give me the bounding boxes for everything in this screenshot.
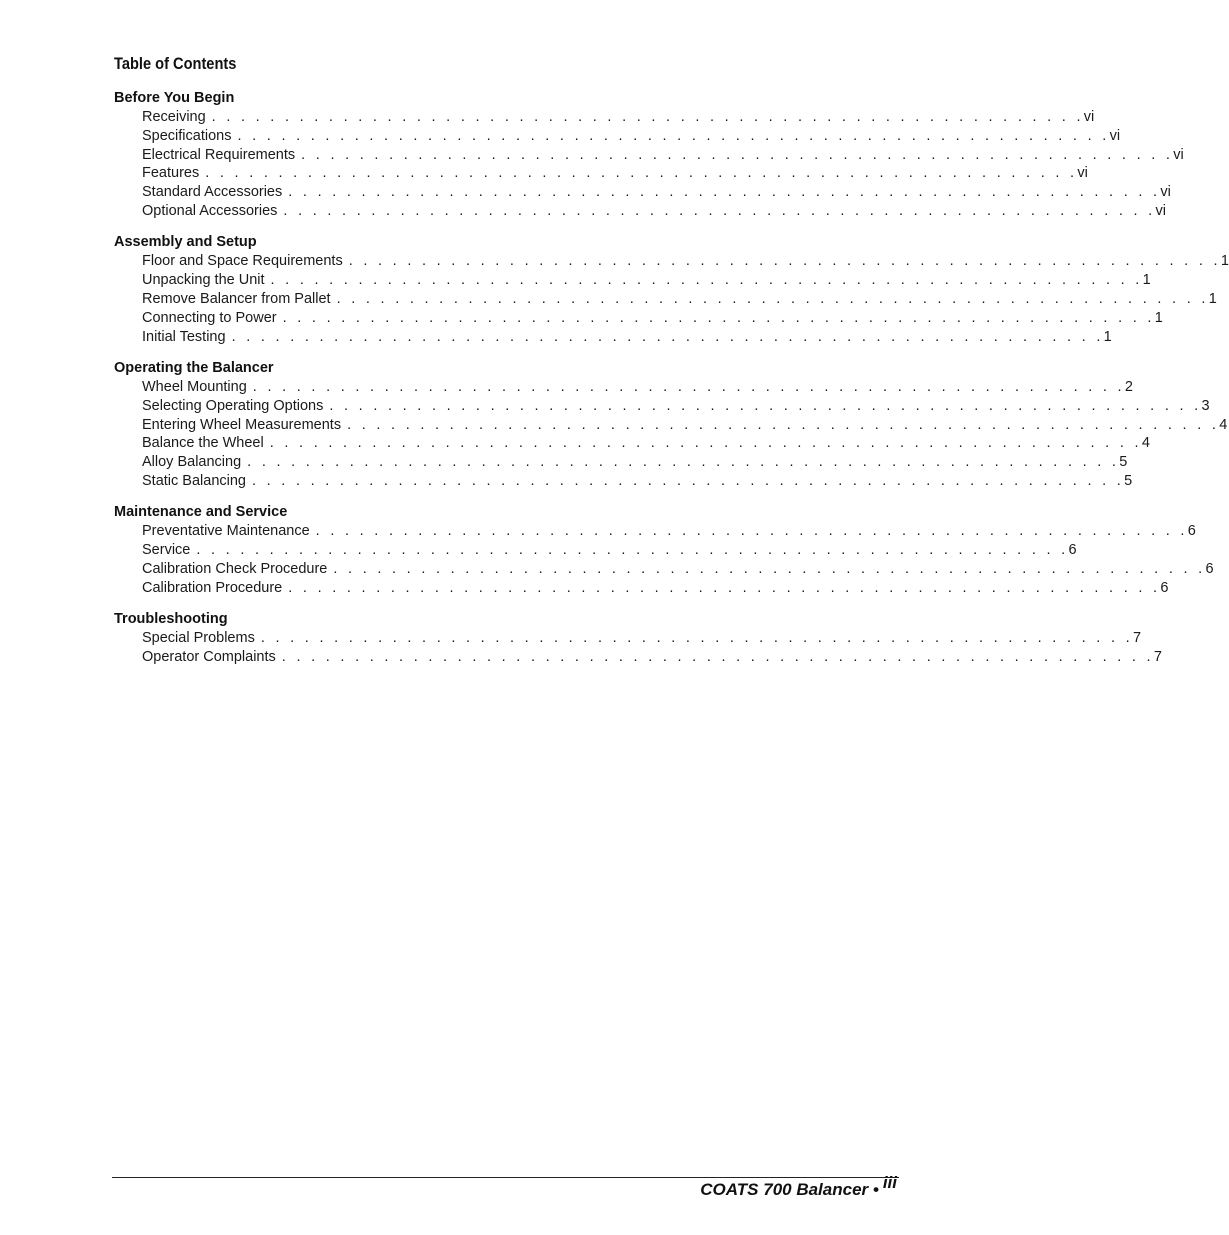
toc-entry-label: Entering Wheel Measurements [142, 416, 342, 433]
toc-entry[interactable] [114, 328, 1112, 347]
section-heading: Troubleshooting [114, 611, 228, 628]
toc-sections [114, 89, 1229, 679]
footer-title: COATS 700 Balancer • [700, 1180, 879, 1199]
toc-entry-page: 7 [1153, 648, 1162, 665]
toc-entry[interactable] [114, 164, 1088, 183]
toc-entry[interactable] [114, 202, 1166, 221]
dot-leader: . . . . . . . . . . . . . . . . . . . . . . . . . . . . . . . . . . . . . . . . . . . . . . . . . . . . . . . . . . . . [288, 579, 1161, 596]
toc-entry-label: Preventative Maintenance [142, 523, 310, 540]
dot-leader: . . . . . . . . . . . . . . . . . . . . . . . . . . . . . . . . . . . . . . . . . . . . . . . . . . . . . . . . . . . . [347, 416, 1220, 433]
toc-entry[interactable] [114, 416, 1228, 435]
toc-entry-page: 1 [1208, 290, 1217, 307]
toc-entry-label: Special Problems [142, 630, 255, 647]
dot-leader: . . . . . . . . . . . . . . . . . . . . . . . . . . . . . . . . . . . . . . . . . . . . . . . . . . . . . . . . . . . . [270, 272, 1143, 289]
toc-section [114, 89, 1184, 221]
page-title: Table of Contents [114, 54, 237, 73]
toc-entry-label: Wheel Mounting [142, 378, 247, 395]
toc-entry-page: vi [1083, 109, 1095, 125]
toc-entry-label: Standard Accessories [142, 184, 283, 201]
dot-leader: . . . . . . . . . . . . . . . . . . . . . . . . . . . . . . . . . . . . . . . . . . . . . . . . . . . . . . . . . . . . [282, 309, 1155, 326]
toc-entry-page: 1 [1103, 328, 1112, 345]
toc-entry[interactable] [114, 579, 1169, 598]
toc-entry-label: Specifications [142, 127, 232, 144]
toc-entry[interactable] [114, 434, 1150, 453]
toc-entry-label: Calibration Procedure [142, 579, 283, 596]
toc-entry[interactable] [114, 648, 1162, 667]
toc-entry-label: Alloy Balancing [142, 454, 242, 471]
dot-leader: . . . . . . . . . . . . . . . . . . . . . . . . . . . . . . . . . . . . . . . . . . . . . . . . . . . . . . . . . . . . [205, 165, 1078, 182]
toc-entry-page: 6 [1205, 560, 1214, 577]
toc-entry-page: 1 [1142, 272, 1151, 289]
toc-entry[interactable] [114, 541, 1077, 560]
toc-entry[interactable] [114, 146, 1184, 165]
toc-entry-label: Remove Balancer from Pallet [142, 290, 331, 307]
dot-leader: . . . . . . . . . . . . . . . . . . . . . . . . . . . . . . . . . . . . . . . . . . . . . . . . . . . . . . . . . . . . [211, 109, 1084, 125]
toc-entry-page: 3 [1201, 397, 1210, 414]
dot-leader: . . . . . . . . . . . . . . . . . . . . . . . . . . . . . . . . . . . . . . . . . . . . . . . . . . . . . . . . . . . . [283, 202, 1156, 219]
toc-entry[interactable] [114, 309, 1163, 328]
footer-divider [112, 1177, 899, 1178]
toc-entry-label: Optional Accessories [142, 202, 278, 219]
toc-entry[interactable] [114, 378, 1133, 397]
toc-entry-page: 2 [1124, 378, 1133, 395]
dot-leader: . . . . . . . . . . . . . . . . . . . . . . . . . . . . . . . . . . . . . . . . . . . . . . . . . . . . . . . . . . . . [315, 523, 1188, 540]
section-heading: Before You Begin [114, 90, 235, 106]
dot-leader: . . . . . . . . . . . . . . . . . . . . . . . . . . . . . . . . . . . . . . . . . . . . . . . . . . . . . . . . . . . . [348, 253, 1221, 270]
toc-entry[interactable] [114, 560, 1214, 579]
dot-leader: . . . . . . . . . . . . . . . . . . . . . . . . . . . . . . . . . . . . . . . . . . . . . . . . . . . . . . . . . . . . [281, 648, 1154, 665]
toc-entry[interactable] [114, 127, 1121, 146]
toc-entry[interactable] [114, 108, 1095, 127]
dot-leader: . . . . . . . . . . . . . . . . . . . . . . . . . . . . . . . . . . . . . . . . . . . . . . . . . . . . . . . . . . . . [329, 397, 1202, 414]
toc-entry-page: vi [1155, 202, 1166, 219]
toc-section [114, 233, 1229, 346]
toc-entry-page: 1 [1154, 309, 1163, 326]
dot-leader: . . . . . . . . . . . . . . . . . . . . . . . . . . . . . . . . . . . . . . . . . . . . . . . . . . . . . . . . . . . . [247, 454, 1120, 471]
toc-entry[interactable] [114, 629, 1142, 648]
toc-entry-label: Initial Testing [142, 328, 226, 345]
toc-section [114, 503, 1214, 597]
section-heading: Maintenance and Service [114, 504, 288, 521]
toc-entry-label: Calibration Check Procedure [142, 560, 328, 577]
section-heading: Assembly and Setup [114, 234, 257, 251]
dot-leader: . . . . . . . . . . . . . . . . . . . . . . . . . . . . . . . . . . . . . . . . . . . . . . . . . . . . . . . . . . . . [333, 560, 1206, 577]
toc-entry-label: Floor and Space Requirements [142, 253, 343, 270]
toc-entry-page: vi [1173, 146, 1184, 163]
toc-entry-page: 7 [1132, 630, 1142, 647]
footer [700, 1173, 897, 1200]
dot-leader: . . . . . . . . . . . . . . . . . . . . . . . . . . . . . . . . . . . . . . . . . . . . . . . . . . . . . . . . . . . . [231, 328, 1104, 345]
toc-entry[interactable] [114, 252, 1229, 271]
toc-entry-label: Service [142, 542, 191, 559]
toc-entry-page: vi [1109, 127, 1121, 144]
dot-leader: . . . . . . . . . . . . . . . . . . . . . . . . . . . . . . . . . . . . . . . . . . . . . . . . . . . . . . . . . . . . [301, 146, 1174, 163]
section-heading: Operating the Balancer [114, 359, 274, 376]
dot-leader: . . . . . . . . . . . . . . . . . . . . . . . . . . . . . . . . . . . . . . . . . . . . . . . . . . . . . . . . . . . . [288, 184, 1161, 201]
toc-entry-label: Balance the Wheel [142, 435, 264, 452]
toc-entry-page: 1 [1220, 253, 1229, 270]
toc-entry[interactable] [114, 271, 1151, 290]
dot-leader: . . . . . . . . . . . . . . . . . . . . . . . . . . . . . . . . . . . . . . . . . . . . . . . . . . . . . . . . . . . . [260, 630, 1133, 647]
dot-leader: . . . . . . . . . . . . . . . . . . . . . . . . . . . . . . . . . . . . . . . . . . . . . . . . . . . . . . . . . . . . [251, 472, 1125, 489]
dot-leader: . . . . . . . . . . . . . . . . . . . . . . . . . . . . . . . . . . . . . . . . . . . . . . . . . . . . . . . . . . . . [237, 127, 1110, 144]
toc-entry-label: Operator Complaints [142, 648, 276, 665]
toc-entry-page: 6 [1187, 523, 1196, 540]
toc-entry[interactable] [114, 290, 1217, 309]
toc-entry-page: vi [1160, 184, 1171, 201]
toc-entry[interactable] [114, 397, 1210, 416]
toc-entry-label: Static Balancing [142, 472, 246, 489]
toc-entry-page: 6 [1068, 542, 1077, 559]
toc-entry-page: 5 [1119, 454, 1128, 471]
toc-entry-page: 5 [1124, 472, 1133, 489]
toc-entry-label: Electrical Requirements [142, 146, 296, 163]
toc-entry[interactable] [114, 472, 1133, 491]
toc-entry-label: Receiving [142, 109, 206, 125]
toc-entry-page: vi [1077, 165, 1088, 182]
toc-section [114, 359, 1228, 491]
toc-entry-label: Connecting to Power [142, 309, 277, 326]
dot-leader: . . . . . . . . . . . . . . . . . . . . . . . . . . . . . . . . . . . . . . . . . . . . . . . . . . . . . . . . . . . . [336, 290, 1209, 307]
toc-entry-page: 6 [1160, 579, 1169, 596]
toc-entry-page: 4 [1219, 416, 1228, 433]
dot-leader: . . . . . . . . . . . . . . . . . . . . . . . . . . . . . . . . . . . . . . . . . . . . . . . . . . . . . . . . . . . . [252, 378, 1125, 395]
toc-entry[interactable] [114, 453, 1128, 472]
toc-entry-label: Features [142, 165, 200, 182]
toc-entry-label: Selecting Operating Options [142, 397, 324, 414]
footer-page-number: iii [882, 1173, 897, 1192]
dot-leader: . . . . . . . . . . . . . . . . . . . . . . . . . . . . . . . . . . . . . . . . . . . . . . . . . . . . . . . . . . . . [269, 435, 1142, 452]
toc-entry-label: Unpacking the Unit [142, 272, 265, 289]
dot-leader: . . . . . . . . . . . . . . . . . . . . . . . . . . . . . . . . . . . . . . . . . . . . . . . . . . . . . . . . . . . . [196, 542, 1069, 559]
toc-entry[interactable] [114, 522, 1196, 541]
toc-entry[interactable] [114, 183, 1171, 202]
toc-section [114, 610, 1162, 667]
toc-entry-page: 4 [1141, 435, 1150, 452]
